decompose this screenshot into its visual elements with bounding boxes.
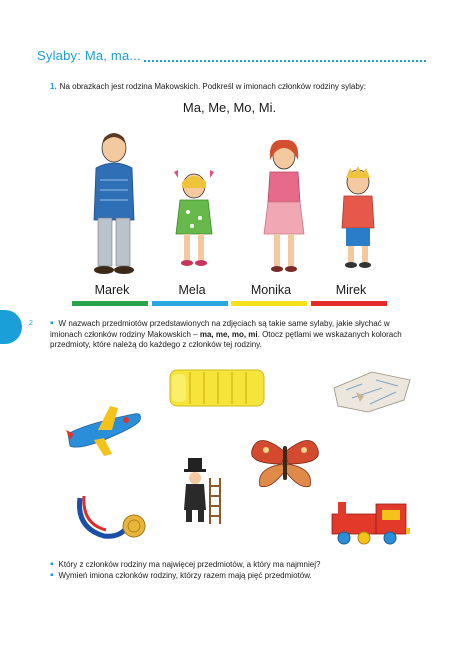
- butterfly-icon: [248, 434, 322, 492]
- task-2-text-post: . Otocz pętlami we wskazanych kolorach przedmioty, które należą do każdego z członków tej rodziny.: [50, 329, 402, 349]
- task-2-text-bold: ma, me, mo, mi: [199, 329, 258, 339]
- bullet-icon: ▪: [50, 318, 54, 329]
- family-name-mela: Mela: [178, 283, 206, 297]
- task-1-instruction: [50, 81, 420, 92]
- color-bar-monika: [231, 301, 307, 306]
- question-1: [50, 560, 420, 570]
- question-1-text: Który z członków rodziny ma najwięcej przedmiotów, a który ma najmniej?: [58, 560, 321, 569]
- task-1-text: Na obrazkach jest rodzina Makowskich. Podkreśl w imionach członków rodziny sylaby:: [59, 82, 367, 91]
- father-figure-icon: [88, 128, 140, 276]
- section-title: Sylaby: Ma, ma...: [37, 48, 141, 63]
- daughter-figure-icon: [172, 168, 216, 268]
- medal-icon: [74, 488, 152, 542]
- airplane-icon: [64, 400, 144, 458]
- son-figure-icon: [340, 166, 376, 270]
- color-bar-marek: [72, 301, 148, 306]
- color-bar-mirek: [311, 301, 387, 306]
- air-mattress-icon: [168, 368, 266, 408]
- color-bar-mela: [152, 301, 228, 306]
- map-icon: [332, 370, 412, 414]
- task-2-instruction: [50, 319, 418, 351]
- page-tab: [0, 310, 22, 344]
- page-number: 2: [29, 320, 33, 327]
- title-divider: [144, 60, 426, 62]
- question-2-text: Wymień imiona członków rodziny, którzy razem mają pięć przedmiotów.: [58, 571, 312, 580]
- family-name-mirek: Mirek: [335, 283, 367, 297]
- bullet-icon: ▪: [50, 559, 54, 570]
- bullet-icon: ▪: [50, 570, 54, 581]
- mother-figure-icon: [262, 138, 306, 274]
- task-number: 1.: [50, 82, 57, 91]
- family-name-monika: Monika: [250, 283, 292, 297]
- syllables-list: Ma, Me, Mo, Mi.: [182, 100, 277, 115]
- task-2-text-pre: W nazwach przedmiotów przedstawionych na zdjęciach są takie same sylaby, jakie słychać w imionach członków rodziny Makowskich –: [50, 319, 390, 339]
- toy-train-icon: [328, 498, 412, 546]
- family-name-marek: Marek: [94, 283, 130, 297]
- question-2: [50, 571, 420, 581]
- chimney-sweep-icon: [180, 458, 226, 526]
